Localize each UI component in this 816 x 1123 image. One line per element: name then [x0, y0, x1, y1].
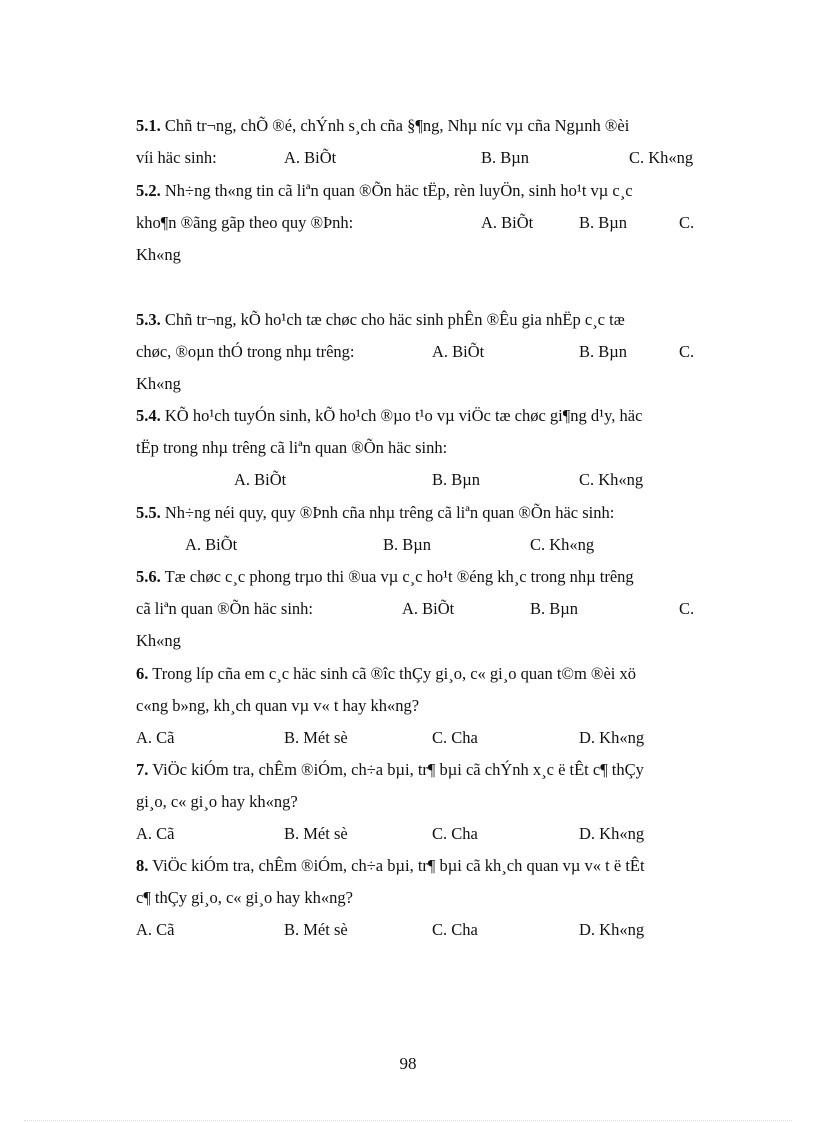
option-c: C. Kh«ng [629, 148, 694, 167]
page-number: 98 [399, 1054, 417, 1073]
question-number: 5.1. [136, 116, 161, 135]
question-5-4-line-1 [136, 406, 642, 426]
question-number: 5.5. [136, 503, 161, 522]
question-5-1-line-2: víi häc sinh: [136, 148, 217, 167]
option-c-continuation: Kh«ng [136, 245, 181, 264]
question-5-3-line-2: chøc, ®oµn thÓ trong nhµ trêng: [136, 342, 355, 361]
question-5-3-line-1 [136, 310, 625, 330]
option-c: C. Kh«ng [579, 470, 644, 489]
question-6-line-1 [136, 664, 636, 684]
option-c: C. Cha [432, 824, 478, 843]
option-c: C. [679, 599, 695, 618]
option-a: A. BiÕt [234, 470, 287, 489]
option-a: A. BiÕt [481, 213, 534, 232]
option-c-continuation: Kh«ng [136, 631, 181, 650]
question-text: Nh÷ng néi quy, quy ®Þnh cña nhµ trêng cã liªn quan ®Õn häc sinh: [164, 503, 615, 522]
option-a: A. Cã [136, 728, 175, 747]
question-text: ViÖc kiÓm tra, chÊm ®iÓm, ch÷a bµi, tr¶ bµi cã chÝnh x¸c ë tÊt c¶ thÇy [152, 760, 644, 779]
question-6-line-2: c«ng b»ng, kh¸ch quan vµ v« t hay kh«ng? [136, 696, 420, 715]
question-5-6-line-1 [136, 567, 634, 587]
option-b: B. Bµn [432, 470, 481, 489]
option-b: B. Bµn [383, 535, 432, 554]
question-5-5-line-1 [136, 503, 614, 523]
option-b: B. Bµn [579, 213, 628, 232]
option-d: D. Kh«ng [579, 728, 645, 747]
option-c: C. Cha [432, 920, 478, 939]
option-a: A. BiÕt [402, 599, 455, 618]
question-5-2-line-2: kho¶n ®ãng gãp theo quy ®Þnh: [136, 213, 354, 232]
option-b: B. Mét sè [284, 824, 348, 843]
option-b: B. Bµn [481, 148, 530, 167]
option-d: D. Kh«ng [579, 920, 645, 939]
option-a: A. BiÕt [185, 535, 238, 554]
question-8-line-2: c¶ thÇy gi¸o, c« gi¸o hay kh«ng? [136, 888, 353, 907]
question-5-6-line-2: cã liªn quan ®Õn häc sinh: [136, 599, 314, 618]
question-number: 5.3. [136, 310, 161, 329]
option-b: B. Bµn [530, 599, 579, 618]
page-bottom-divider [24, 1120, 792, 1121]
question-number: 5.2. [136, 181, 161, 200]
question-5-4-line-2: tËp trong nhµ trêng cã liªn quan ®Õn häc sinh: [136, 438, 448, 457]
question-number: 5.4. [136, 406, 161, 425]
question-text: ViÖc kiÓm tra, chÊm ®iÓm, ch÷a bµi, tr¶ bµi cã kh¸ch quan vµ v« t ë tÊt [152, 856, 645, 875]
question-text: Nh÷ng th«ng tin cã liªn quan ®Õn häc tËp, rèn luyÖn, sinh ho¹t vµ c¸c [164, 181, 633, 200]
question-text: Tæ chøc c¸c phong trµo thi ®ua vµ c¸c ho¹t ®éng kh¸c trong nhµ trêng [164, 567, 634, 586]
option-b: B. Mét sè [284, 728, 348, 747]
option-c: C. [679, 213, 695, 232]
question-8-line-1 [136, 856, 645, 876]
option-c: C. Cha [432, 728, 478, 747]
question-5-1-line-1 [136, 116, 629, 136]
option-a: A. BiÕt [432, 342, 485, 361]
option-c: C. [679, 342, 695, 361]
question-text: Chñ tr¬ng, chÕ ®é, chÝnh s¸ch cña §¶ng, Nhµ níc vµ cña Ngµnh ®èi [164, 116, 630, 135]
question-text: Chñ tr¬ng, kÕ ho¹ch tæ chøc cho häc sinh phÊn ®Êu gia nhËp c¸c tæ [164, 310, 625, 329]
question-number: 6. [136, 664, 149, 683]
option-a: A. Cã [136, 824, 175, 843]
option-d: D. Kh«ng [579, 824, 645, 843]
question-text: Trong líp cña em c¸c häc sinh cã ®îc thÇy gi¸o, c« gi¸o quan t©m ®èi xö [152, 664, 636, 683]
question-number: 8. [136, 856, 149, 875]
question-7-line-2: gi¸o, c« gi¸o hay kh«ng? [136, 792, 298, 811]
question-7-line-1 [136, 760, 644, 780]
option-a: A. BiÕt [284, 148, 337, 167]
option-c: C. Kh«ng [530, 535, 595, 554]
option-b: B. Mét sè [284, 920, 348, 939]
option-c-continuation: Kh«ng [136, 374, 181, 393]
option-b: B. Bµn [579, 342, 628, 361]
question-number: 7. [136, 760, 149, 779]
option-a: A. Cã [136, 920, 175, 939]
question-number: 5.6. [136, 567, 161, 586]
question-text: KÕ ho¹ch tuyÓn sinh, kÕ ho¹ch ®µo t¹o vµ viÖc tæ chøc gi¶ng d¹y, häc [164, 406, 643, 425]
question-5-2-line-1 [136, 181, 633, 201]
